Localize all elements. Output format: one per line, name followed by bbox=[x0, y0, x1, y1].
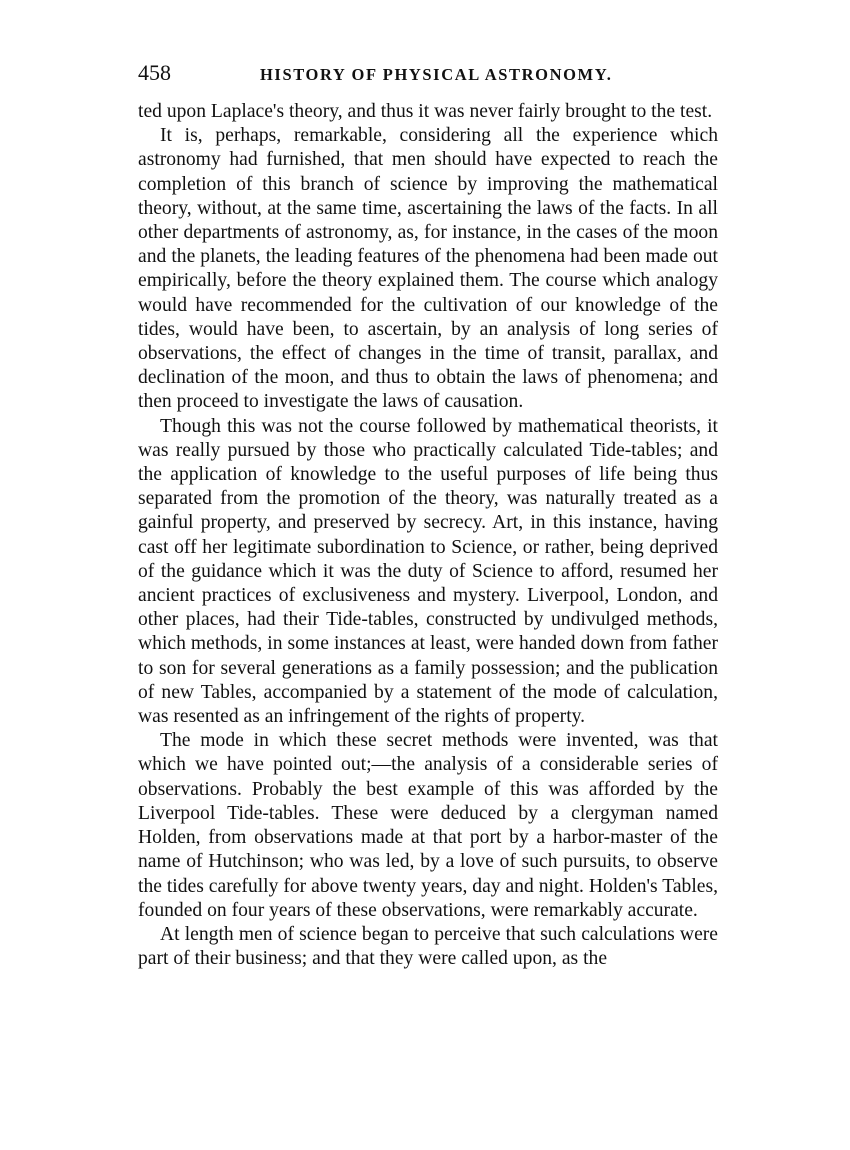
body-text bbox=[138, 100, 718, 971]
paragraph-continuation: ted upon Laplace's theory, and thus it was never fairly brought to the test. bbox=[138, 101, 713, 122]
paragraph: The mode in which these secret methods were invented, was that which we have pointed out;—the analysis of a considerable series of observations. Probably the best example of this was afforded by the Liverpool Tide-tables. These were deduced by a clergyman named Holden, from observations made at that port by a harbor-master of the name of Hutchinson; who was led, by a love of such pursuits, to observe the tides carefully for above twenty years, day and night. Holden's Tables, founded on four years of these observations, were remarkably accurate. bbox=[138, 730, 718, 921]
paragraph: It is, perhaps, remarkable, considering all the experience which astronomy had furnished, that men should have expected to reach the completion of this branch of science by improving the mathematical theory, without, at the same time, ascertaining the laws of the facts. In all other departments of astronomy, as, for instance, in the cases of the moon and the planets, the leading features of the phenomena had been made out empirically, before the theory explained them. The course which analogy would have recommended for the cultivation of our knowledge of the tides, would have been, to ascertain, by an analysis of long series of observations, the effect of changes in the time of transit, parallax, and declination of the moon, and thus to obtain the laws of phenomena; and then proceed to investigate the laws of causation. bbox=[138, 125, 718, 413]
paragraph: Though this was not the course followed by mathematical theorists, it was really pursued by those who practically calculated Tide-tables; and the application of knowledge to the useful purposes of life being thus separated from the promotion of the theory, was naturally treated as a gainful property, and preserved by secrecy. Art, in this instance, having cast off her legitimate subordination to Science, or rather, being deprived of the guidance which it was the duty of Science to afford, resumed her ancient practices of exclusiveness and mystery. Liverpool, London, and other places, had their Tide-tables, constructed by undivulged methods, which methods, in some instances at least, were handed down from father to son for several generations as a family possession; and the publication of new Tables, accompanied by a statement of the mode of calculation, was resented as an infringement of the rights of property. bbox=[138, 415, 718, 728]
paragraph: At length men of science began to perceive that such calculations were part of their business; and that they were called upon, as the bbox=[138, 923, 718, 970]
page-number: 458 bbox=[138, 60, 171, 85]
running-title: HISTORY OF PHYSICAL ASTRONOMY. bbox=[260, 65, 613, 84]
running-head bbox=[138, 58, 718, 88]
